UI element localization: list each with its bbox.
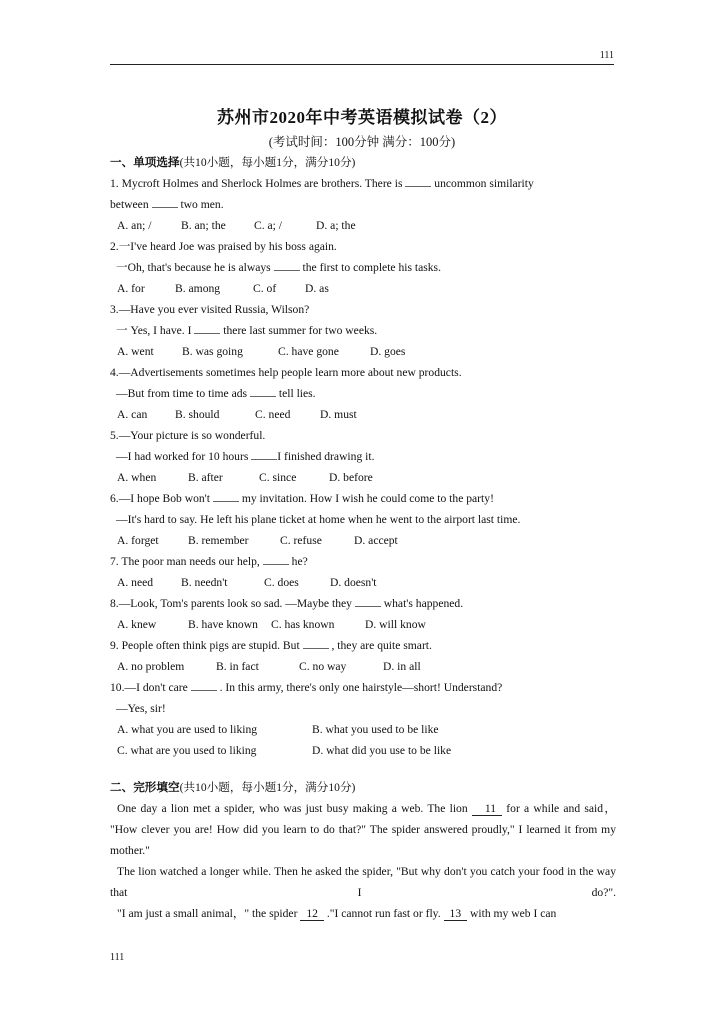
option-a: A. can xyxy=(117,408,148,421)
answer-blank xyxy=(194,321,220,334)
option-a: A. forget xyxy=(117,534,159,547)
cloze-paragraph-1 xyxy=(110,798,616,861)
question-9 xyxy=(110,635,616,656)
option-a: A. knew xyxy=(117,618,157,631)
option-c: C. of xyxy=(253,282,277,295)
question-10-options-row-1 xyxy=(110,719,616,740)
question-text: what's happened. xyxy=(383,597,464,610)
question-text: 7. The poor man needs our help, xyxy=(110,555,260,568)
question-text: 10.—I don't care xyxy=(110,681,188,694)
question-4-options xyxy=(110,404,616,425)
question-1-line-2 xyxy=(110,194,616,215)
question-text: my invitation. How I wish he could come to the party! xyxy=(241,492,494,505)
option-b: B. after xyxy=(188,471,223,484)
option-d: D. in all xyxy=(383,660,421,673)
answer-blank xyxy=(263,552,289,565)
question-6-line-2: —It's hard to say. He left his plane ticket at home when he went to the airport last time. xyxy=(116,513,521,526)
cloze-text: for a while and said， "How clever you are! How did you learn to do that?" The spider answered proudly," I learned it from my mother." xyxy=(110,802,616,857)
question-8 xyxy=(110,593,616,614)
section-note: (共10小题，每小题1分，满分10分) xyxy=(179,156,356,169)
question-5: 5.—Your picture is so wonderful. xyxy=(110,429,266,442)
option-b: B. was going xyxy=(182,345,243,358)
option-b: B. an; the xyxy=(181,219,226,232)
cloze-blank-13: 13 xyxy=(444,907,468,921)
option-a: A. an; / xyxy=(117,219,152,232)
question-text: 8.—Look, Tom's parents look so sad. —Maybe they xyxy=(110,597,352,610)
question-text: he? xyxy=(291,555,308,568)
question-9-options xyxy=(110,656,616,677)
option-c: C. does xyxy=(264,576,299,589)
question-text: —I had worked for 10 hours xyxy=(116,450,249,463)
option-b: B. needn't xyxy=(181,576,228,589)
question-text: 一Oh, that's because he is always xyxy=(116,261,271,274)
question-text: there last summer for two weeks. xyxy=(223,324,378,337)
option-a: A. for xyxy=(117,282,145,295)
question-2-line-2 xyxy=(110,257,616,278)
option-c: C. refuse xyxy=(280,534,322,547)
question-text: 6.—I hope Bob won't xyxy=(110,492,210,505)
option-d: D. must xyxy=(320,408,357,421)
option-b: B. have known xyxy=(188,618,258,631)
page-number-bottom: 111 xyxy=(110,952,125,963)
answer-blank xyxy=(303,636,329,649)
option-c: C. since xyxy=(259,471,297,484)
question-1 xyxy=(110,173,616,194)
cloze-blank-11: 11 xyxy=(472,802,502,816)
question-5-line-2 xyxy=(110,446,616,467)
page-title: 苏州市2020年中考英语模拟试卷（2） xyxy=(217,108,507,127)
option-a: A. need xyxy=(117,576,154,589)
answer-blank xyxy=(191,678,217,691)
cloze-text: ."I cannot run fast or fly. xyxy=(326,907,441,920)
question-text: two men. xyxy=(180,198,224,211)
option-b: B. should xyxy=(175,408,220,421)
question-2-options xyxy=(110,278,616,299)
question-1-options xyxy=(110,215,616,236)
question-text: , they are quite smart. xyxy=(331,639,432,652)
question-text: between xyxy=(110,198,149,211)
cloze-text: One day a lion met a spider, who was just busy making a web. The lion xyxy=(117,802,468,815)
question-7 xyxy=(110,551,616,572)
option-c: C. no way xyxy=(299,660,347,673)
cloze-text: "I am just a small animal，" the spider xyxy=(117,907,298,920)
section-title: 一、单项选择 xyxy=(110,156,180,169)
question-3: 3.—Have you ever visited Russia, Wilson? xyxy=(110,303,310,316)
question-6-options xyxy=(110,530,616,551)
question-text: —But from time to time ads xyxy=(116,387,248,400)
option-b: B. what you used to be like xyxy=(312,723,439,736)
answer-blank xyxy=(405,174,431,187)
option-d: D. a; the xyxy=(316,219,356,232)
question-text: 一 Yes, I have. I xyxy=(116,324,192,337)
page-number-top: 111 xyxy=(599,50,614,61)
option-c: C. have gone xyxy=(278,345,339,358)
question-7-options xyxy=(110,572,616,593)
question-text: I finished drawing it. xyxy=(277,450,375,463)
question-3-options xyxy=(110,341,616,362)
question-4-line-2 xyxy=(110,383,616,404)
option-c: C. a; / xyxy=(254,219,283,232)
section-heading xyxy=(110,152,616,173)
question-text: uncommon similarity xyxy=(434,177,534,190)
answer-blank xyxy=(355,594,381,607)
header-rule xyxy=(110,64,614,65)
question-5-options xyxy=(110,467,616,488)
option-c: C. need xyxy=(255,408,291,421)
option-a: A. went xyxy=(117,345,154,358)
exam-content xyxy=(110,152,616,924)
question-10 xyxy=(110,677,616,698)
cloze-text: with my web I can xyxy=(470,907,557,920)
option-a: A. no problem xyxy=(117,660,185,673)
cloze-blank-12: 12 xyxy=(300,907,324,921)
answer-blank xyxy=(274,258,300,271)
question-6 xyxy=(110,488,616,509)
question-10-line-2: —Yes, sir! xyxy=(116,702,166,715)
question-text: the first to complete his tasks. xyxy=(302,261,441,274)
answer-blank xyxy=(213,489,239,502)
option-d: D. goes xyxy=(370,345,406,358)
question-text: tell lies. xyxy=(278,387,316,400)
option-c: C. has known xyxy=(271,618,335,631)
section-note: (共10小题，每小题1分，满分10分) xyxy=(179,781,356,794)
option-d: D. as xyxy=(305,282,329,295)
section-title: 二、完形填空 xyxy=(110,781,180,794)
question-text: 9. People often think pigs are stupid. But xyxy=(110,639,300,652)
question-4: 4.—Advertisements sometimes help people learn more about new products. xyxy=(110,366,462,379)
option-b: B. remember xyxy=(188,534,249,547)
option-d: D. will know xyxy=(365,618,426,631)
answer-blank xyxy=(251,447,277,460)
option-c: C. what are you used to liking xyxy=(117,744,257,757)
option-b: B. in fact xyxy=(216,660,259,673)
option-d: D. what did you use to be like xyxy=(312,744,452,757)
question-8-options xyxy=(110,614,616,635)
section-heading xyxy=(110,777,616,798)
question-text: . In this army, there's only one hairstyle—short! Understand? xyxy=(219,681,503,694)
option-d: D. before xyxy=(329,471,373,484)
cloze-paragraph-2: The lion watched a longer while. Then he asked the spider, "But why don't you catch your food in the way that I do?". xyxy=(110,865,616,899)
option-d: D. doesn't xyxy=(330,576,377,589)
option-d: D. accept xyxy=(354,534,398,547)
section-gap xyxy=(110,761,616,777)
answer-blank xyxy=(152,195,178,208)
exam-info: (考试时间：100分钟 满分：100分) xyxy=(268,135,456,149)
question-2: 2.一I've heard Joe was praised by his boss again. xyxy=(110,240,337,253)
question-10-options-row-2 xyxy=(110,740,616,761)
option-a: A. when xyxy=(117,471,157,484)
question-text: 1. Mycroft Holmes and Sherlock Holmes are brothers. There is xyxy=(110,177,403,190)
answer-blank xyxy=(250,384,276,397)
cloze-paragraph-3 xyxy=(110,903,616,924)
option-b: B. among xyxy=(175,282,221,295)
option-a: A. what you are used to liking xyxy=(117,723,258,736)
question-3-line-2 xyxy=(110,320,616,341)
